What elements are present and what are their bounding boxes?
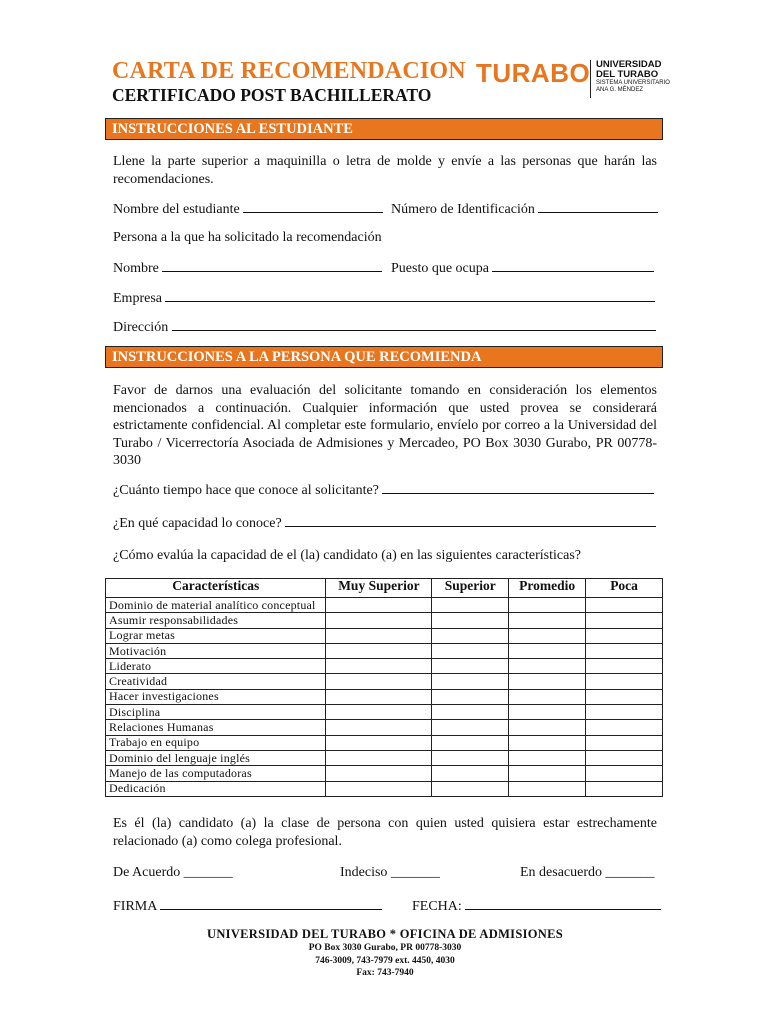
rating-cell-muy-superior[interactable] (326, 659, 432, 674)
footer-phones: 746-3009, 743-7979 ext. 4450, 4030 (315, 956, 455, 966)
rating-cell-promedio[interactable] (509, 628, 586, 643)
header-promedio: Promedio (509, 579, 586, 598)
characteristic-label: Relaciones Humanas (106, 720, 326, 735)
rating-cell-superior[interactable] (432, 659, 509, 674)
logo-line-2: DEL TURABO (596, 69, 659, 80)
rating-cell-poca[interactable] (586, 598, 663, 613)
rating-cell-poca[interactable] (586, 750, 663, 765)
rating-cell-promedio[interactable] (509, 598, 586, 613)
recommender-name-field[interactable] (162, 260, 382, 272)
rating-cell-muy-superior[interactable] (326, 735, 432, 750)
company-row (113, 290, 655, 307)
footer-fax: Fax: 743-7940 (356, 968, 414, 978)
rating-cell-muy-superior[interactable] (326, 598, 432, 613)
recommender-name-label: Nombre (113, 261, 159, 276)
recommender-section-heading: INSTRUCCIONES A LA PERSONA QUE RECOMIENDA (105, 346, 663, 368)
characteristic-label: Disciplina (106, 705, 326, 720)
table-row (106, 689, 663, 704)
recommender-instructions: Favor de darnos una evaluación del solicitante tomando en consideración los elementos mencionados a continuación. Cualquier información que usted provea se considerará estrictamente confidencial. Al completar este formulario, envíelo por correo a la Universidad del Turabo / Vicerrectoría Asociada de Admisiones y Mercadeo, PO Box 3030 Gurabo, PR 00778-3030 (113, 383, 657, 468)
logo-divider (590, 60, 591, 98)
rating-cell-superior[interactable] (432, 735, 509, 750)
rating-cell-superior[interactable] (432, 781, 509, 796)
rating-table (105, 578, 663, 797)
characteristic-label: Asumir responsabilidades (106, 613, 326, 628)
rating-cell-muy-superior[interactable] (326, 674, 432, 689)
date-row (412, 898, 661, 915)
rating-cell-promedio[interactable] (509, 720, 586, 735)
rating-cell-superior[interactable] (432, 705, 509, 720)
rating-cell-superior[interactable] (432, 598, 509, 613)
company-label: Empresa (113, 291, 162, 306)
rating-cell-promedio[interactable] (509, 705, 586, 720)
form-title: CARTA DE RECOMENDACION (112, 58, 466, 84)
company-field[interactable] (165, 290, 655, 302)
time-known-field[interactable] (382, 482, 654, 494)
address-row (113, 319, 656, 336)
capacity-label: ¿En qué capacidad lo conoce? (113, 516, 282, 531)
rating-cell-poca[interactable] (586, 781, 663, 796)
rating-cell-poca[interactable] (586, 720, 663, 735)
signature-field[interactable] (160, 898, 382, 910)
rating-cell-muy-superior[interactable] (326, 750, 432, 765)
header-characteristics: Características (106, 579, 326, 598)
table-row (106, 598, 663, 613)
characteristic-label: Liderato (106, 659, 326, 674)
student-instructions: Llene la parte superior a maquinilla o letra de molde y envíe a las personas que harán las recomendaciones. (113, 154, 657, 187)
footer-po-box: PO Box 3030 Gurabo, PR 00778-3030 (308, 943, 462, 953)
rating-cell-promedio[interactable] (509, 689, 586, 704)
id-number-label: Número de Identificación (391, 202, 535, 217)
table-row (106, 781, 663, 796)
rating-cell-muy-superior[interactable] (326, 689, 432, 704)
rating-cell-muy-superior[interactable] (326, 613, 432, 628)
rating-cell-superior[interactable] (432, 613, 509, 628)
rating-cell-poca[interactable] (586, 659, 663, 674)
rating-cell-poca[interactable] (586, 705, 663, 720)
table-row (106, 643, 663, 658)
characteristic-label: Dominio del lenguaje inglés (106, 750, 326, 765)
rating-cell-muy-superior[interactable] (326, 720, 432, 735)
table-row (106, 705, 663, 720)
position-field[interactable] (492, 260, 654, 272)
header-superior: Superior (432, 579, 509, 598)
rating-cell-muy-superior[interactable] (326, 643, 432, 658)
id-number-row (391, 201, 658, 218)
table-row (106, 720, 663, 735)
logo-line-1: UNIVERSIDAD (596, 59, 662, 70)
characteristic-label: Manejo de las computadoras (106, 766, 326, 781)
address-field[interactable] (172, 319, 656, 331)
rating-cell-superior[interactable] (432, 628, 509, 643)
rating-cell-superior[interactable] (432, 689, 509, 704)
student-section-heading: INSTRUCCIONES AL ESTUDIANTE (105, 118, 663, 140)
student-name-row (113, 201, 383, 218)
signature-label: FIRMA (113, 899, 157, 914)
rating-cell-poca[interactable] (586, 643, 663, 658)
table-row (106, 674, 663, 689)
table-row (106, 613, 663, 628)
rating-cell-muy-superior[interactable] (326, 781, 432, 796)
rating-cell-promedio[interactable] (509, 674, 586, 689)
characteristic-label: Hacer investigaciones (106, 689, 326, 704)
characteristic-label: Dedicación (106, 781, 326, 796)
header-muy-superior: Muy Superior (326, 579, 432, 598)
rating-cell-poca[interactable] (586, 735, 663, 750)
characteristic-label: Motivación (106, 643, 326, 658)
table-row (106, 628, 663, 643)
id-number-field[interactable] (538, 201, 658, 213)
agree-option[interactable]: De Acuerdo _______ (113, 865, 233, 880)
date-field[interactable] (465, 898, 661, 910)
logo-wordmark: TURABO (476, 58, 591, 88)
characteristic-label: Dominio de material analítico conceptual (106, 598, 326, 613)
rating-cell-promedio[interactable] (509, 735, 586, 750)
header-poca: Poca (586, 579, 663, 598)
rating-cell-poca[interactable] (586, 674, 663, 689)
recommender-name-row (113, 260, 382, 277)
position-label: Puesto que ocupa (391, 261, 489, 276)
rating-cell-superior[interactable] (432, 720, 509, 735)
address-label: Dirección (113, 320, 169, 335)
rating-cell-poca[interactable] (586, 628, 663, 643)
footer-institution: UNIVERSIDAD DEL TURABO * OFICINA DE ADMISIONES (207, 927, 563, 941)
logo-text (596, 60, 670, 94)
rating-cell-superior[interactable] (432, 674, 509, 689)
capacity-row (113, 515, 656, 532)
rating-cell-superior[interactable] (432, 766, 509, 781)
form-subtitle: CERTIFICADO POST BACHILLERATO (112, 85, 432, 105)
table-row (106, 766, 663, 781)
university-logo (476, 60, 686, 100)
logo-line-4: ANA G. MÉNDEZ (596, 87, 644, 93)
rating-cell-poca[interactable] (586, 766, 663, 781)
rating-cell-poca[interactable] (586, 613, 663, 628)
table-row (106, 735, 663, 750)
undecided-option[interactable]: Indeciso _______ (340, 865, 440, 880)
table-row (106, 659, 663, 674)
characteristic-label: Trabajo en equipo (106, 735, 326, 750)
rating-cell-promedio[interactable] (509, 613, 586, 628)
student-name-label: Nombre del estudiante (113, 202, 240, 217)
requested-person-label: Persona a la que ha solicitado la recomendación (113, 230, 382, 245)
rating-cell-superior[interactable] (432, 643, 509, 658)
rating-cell-poca[interactable] (586, 689, 663, 704)
time-known-label: ¿Cuánto tiempo hace que conoce al solicitante? (113, 483, 379, 498)
rating-cell-promedio[interactable] (509, 750, 586, 765)
capacity-field[interactable] (285, 515, 656, 527)
rating-cell-promedio[interactable] (509, 781, 586, 796)
time-known-row (113, 482, 654, 499)
logo-line-3: SISTEMA UNIVERSITARIO (596, 80, 670, 86)
evaluate-question: ¿Cómo evalúa la capacidad de el (la) candidato (a) en las siguientes características? (113, 548, 581, 563)
signature-row (113, 898, 382, 915)
date-label: FECHA: (412, 899, 462, 914)
characteristic-label: Creatividad (106, 674, 326, 689)
rating-cell-muy-superior[interactable] (326, 705, 432, 720)
table-row (106, 750, 663, 765)
rating-cell-promedio[interactable] (509, 766, 586, 781)
colleague-question: Es él (la) candidato (a) la clase de persona con quien usted quisiera estar estrechamente relacionado (a) como colega profesional. (113, 816, 657, 849)
rating-cell-muy-superior[interactable] (326, 628, 432, 643)
position-row (391, 260, 654, 277)
rating-cell-promedio[interactable] (509, 659, 586, 674)
disagree-option[interactable]: En desacuerdo _______ (520, 865, 655, 880)
characteristic-label: Lograr metas (106, 628, 326, 643)
rating-table-header (106, 579, 663, 598)
rating-cell-promedio[interactable] (509, 643, 586, 658)
rating-cell-muy-superior[interactable] (326, 766, 432, 781)
rating-cell-superior[interactable] (432, 750, 509, 765)
student-name-field[interactable] (243, 201, 383, 213)
